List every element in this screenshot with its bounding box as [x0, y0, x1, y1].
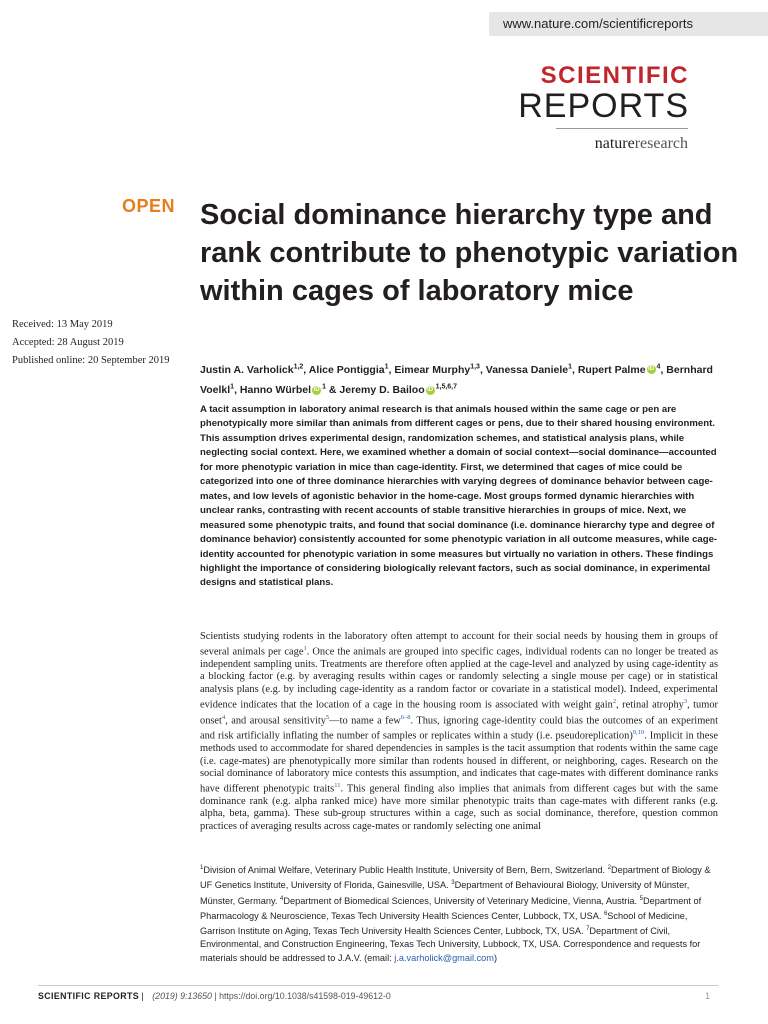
brand-logo-reports: REPORTS — [518, 87, 689, 125]
reference-sup: 1 — [200, 865, 204, 871]
author-name: Vanessa Daniele — [485, 363, 569, 376]
publication-dates — [12, 316, 197, 370]
author-separator: , — [388, 363, 395, 376]
text-segment: Department of Pharmacology & Neuroscience, Texas Tech University Health Sciences Center, Lubbock, TX, USA. — [200, 895, 702, 921]
reference-sup[interactable]: 4 — [221, 713, 226, 721]
reference-sup[interactable]: 3 — [683, 697, 688, 705]
open-access-label: OPEN — [122, 196, 176, 216]
footer-citation — [152, 991, 391, 1001]
author-affiliation-sup: 1 — [568, 363, 572, 370]
page-number: 1 — [705, 991, 710, 1001]
reference-sup: 3 — [451, 880, 455, 887]
email-link[interactable]: j.a.varholick@gmail.com — [394, 952, 494, 963]
text-segment: School of Medicine, Garrison Institute on Aging, Texas Tech University Health Sciences Center, Lubbock, TX, USA. — [200, 910, 688, 937]
footer-journal-name: SCIENTIFIC REPORTS — [38, 991, 140, 1001]
author-affiliation-sup: 1,5,6,7 — [435, 383, 458, 391]
text-segment: , retinal atrophy — [616, 699, 684, 711]
reference-sup: 6 — [603, 910, 608, 917]
reference-sup[interactable]: 5 — [325, 713, 330, 721]
footer-separator: | — [141, 991, 144, 1001]
author-affiliation-sup: 1 — [230, 383, 235, 391]
text-segment: ) — [493, 952, 497, 963]
publisher-nature: nature — [594, 135, 635, 152]
orcid-icon[interactable]: iD — [313, 386, 320, 393]
footer-year-volume: (2019) 9:13650 — [152, 991, 212, 1001]
reference-sup: 7 — [586, 926, 590, 933]
text-segment: Department of Biology & UF Genetics Institute, University of Florida, Gainesville, USA. — [200, 865, 711, 891]
author-name: Bernhard Voelkl — [200, 363, 713, 396]
author-name: Justin A. Varholick — [200, 363, 294, 376]
author — [578, 364, 666, 376]
reference-sup[interactable]: 2 — [612, 697, 617, 705]
journal-url-bar[interactable] — [489, 12, 768, 36]
footer-doi-link[interactable]: | https://doi.org/10.1038/s41598-019-49612-0 — [211, 991, 391, 1001]
text-segment: . Thus, ignoring cage-identity could bias the outcomes of an experiment and risk artificially inflating the number of samples or replicates within a study (i.e. pseudoreplication) — [200, 715, 718, 742]
text-segment: , and arousal sensitivity — [225, 715, 326, 727]
reference-sup[interactable]: 6–8 — [400, 713, 411, 721]
text-segment: . Implicit in these methods used to accommodate for shared dependencies in samples is the tacit assumption that rodents within the same cage (i.e. cage-mates) are phenotypically more similar than rodents housed in different, or neighboring, cages. Research on the social dominance of laboratory mice contests this assumption, and indicates that cage-mates with different dominance ranks have different phenotypic traits — [200, 730, 718, 795]
author-affiliation-sup: 1 — [322, 383, 326, 391]
reference-sup[interactable]: 9,10 — [632, 729, 645, 737]
author — [309, 364, 395, 376]
reference-sup[interactable]: 1 — [303, 645, 307, 653]
publisher-research: research — [634, 135, 688, 152]
accepted-date: Accepted: 28 August 2019 — [12, 337, 124, 348]
author-list — [200, 358, 730, 399]
body-paragraph — [200, 631, 718, 833]
reference-sup[interactable]: 11 — [334, 782, 341, 790]
received-date: Received: 13 May 2019 — [12, 319, 113, 330]
reference-sup: 4 — [280, 895, 284, 902]
author — [339, 384, 457, 396]
orcid-icon[interactable]: iD — [648, 366, 655, 373]
text-segment: Department of Civil, Environmental, and Construction Engineering, Texas Tech University, Lubbock, TX, USA. Correspondence and requests for materials should be addressed to J.A.V. (email: — [200, 926, 701, 963]
author-separator: , — [572, 363, 578, 376]
author-separator: , — [303, 363, 309, 376]
footer-divider — [38, 985, 718, 986]
affiliations — [200, 862, 720, 965]
page-footer — [38, 991, 718, 1007]
author-separator: , — [479, 363, 486, 376]
author-affiliation-sup: 4 — [656, 363, 661, 370]
author — [486, 364, 578, 376]
author-name: Rupert Palme — [577, 363, 646, 376]
text-segment: , tumor onset — [200, 699, 718, 727]
brand-divider — [556, 128, 688, 129]
reference-sup: 2 — [607, 865, 611, 871]
text-segment: Scientists studying rodents in the laboratory often attempt to account for their social needs by housing them in groups of several animals per cage — [200, 631, 718, 658]
author-separator: , — [660, 363, 667, 376]
author — [394, 364, 485, 376]
author-name: Eimear Murphy — [394, 363, 471, 376]
brand-publisher — [595, 135, 688, 153]
author-name: Alice Pontiggia — [308, 363, 385, 376]
author-separator: , — [234, 384, 240, 396]
author-affiliation-sup: 1,2 — [293, 363, 304, 370]
text-segment: . This general finding also implies that animals from different cages but with the same dominance rank (e.g. alpha ranked mice) have more similar phenotypic traits than cage-mates with different ranks (e.g. alpha, beta, gamma). These sub-group structures within a cage, such as social dominance, therefore, question common practices of averaging results across cage-mates or randomly selecting one animal — [200, 783, 718, 832]
reference-sup: 5 — [639, 895, 643, 902]
journal-url[interactable]: www.nature.com/scientificreports — [503, 16, 694, 31]
text-segment: Department of Behavioural Biology, University of Münster, Münster, Germany. — [200, 880, 690, 906]
abstract: A tacit assumption in laboratory animal research is that animals housed within the same cage or pen are phenotypically more similar than animals from different cages or pens, due to their shared housing environment. This assumption drives experimental design, randomization schemes, and statistical analysis plans, while neglecting social context. Here, we examined whether a domain of social context—social dominance—accounted for more phenotypic variation in mice than cage-identity. First, we determined that cages of mice could be categorized into one of three dominance hierarchies with varying degrees of dominance behavior between cage-mates, and low levels of agonistic behavior in the home-cage. Most groups formed dynamic hierarchies with unclear ranks, contrasting with recent accounts of stable transitive hierarchies in groups of mice. Next, we measured some phenotypic traits, and found that social dominance (i.e. dominance hierarchy type and degree of dominance behavior) consistently accounted for some phenotypic variation in all outcome measures, while cage-identity accounted for phenotypic variation in some measures but virtually no variation in others. These findings highlight the importance of considering biologically relevant factors, such as social dominance, in experimental designs and statistical plans. — [200, 404, 718, 589]
article-title: Social dominance hierarchy type and rank contribute to phenotypic variation within cages of laboratory mice — [200, 199, 739, 307]
author-name: Jeremy D. Bailoo — [339, 384, 425, 396]
author — [240, 384, 340, 396]
author-name: Hanno Würbel — [239, 384, 312, 396]
author-affiliation-sup: 1 — [384, 363, 389, 370]
text-segment: Division of Animal Welfare, Veterinary Public Health Institute, University of Bern, Bern, Switzerland. — [203, 865, 608, 876]
author — [200, 364, 309, 376]
text-segment: —to name a few — [329, 715, 401, 727]
text-segment: . Once the animals are grouped into specific cages, individual rodents can no longer be treated as independent sampling units. Treatments are therefore often applied at the cage-level and analyzed by using cage-identity as a blocking factor (e.g. by averaging results within cages or randomly selecting a single mouse per cage) or in statistical analysis plans (e.g. by including cage-identity as a random factor or covariate in a statistical model). Indeed, experimental evidence indicates that the location of a cage in the housing room is associated with weight gain — [200, 646, 718, 711]
brand-logo-scientific: SCIENTIFIC — [540, 62, 689, 89]
orcid-icon[interactable]: iD — [427, 386, 434, 393]
author-affiliation-sup: 1,3 — [470, 363, 480, 370]
author-separator: & — [325, 384, 340, 396]
published-date: Published online: 20 September 2019 — [12, 355, 170, 366]
text-segment: Department of Biomedical Sciences, University of Veterinary Medicine, Vienna, Austria. — [283, 895, 640, 906]
